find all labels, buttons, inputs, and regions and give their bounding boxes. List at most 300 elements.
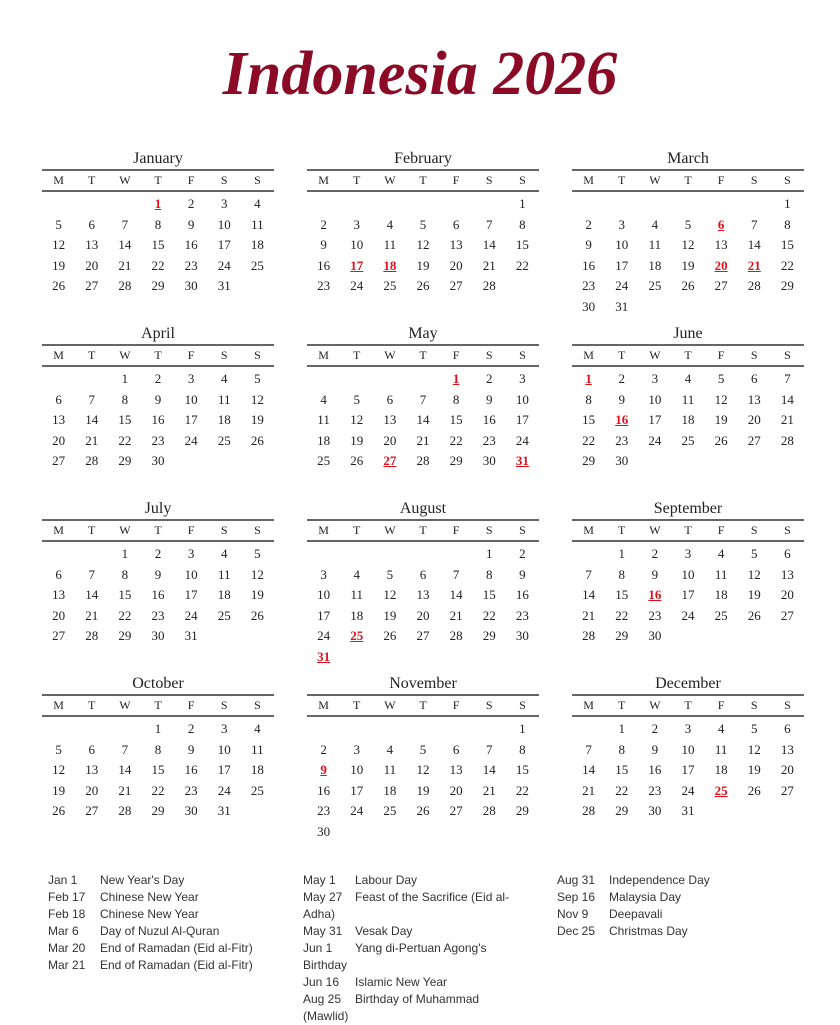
holiday-column xyxy=(557,872,787,940)
weekday-label: S xyxy=(254,698,261,712)
day: 9 xyxy=(187,216,195,232)
month-june xyxy=(572,324,804,472)
month-september xyxy=(572,499,804,647)
day: 11 xyxy=(714,741,728,757)
day: 30 xyxy=(184,803,198,818)
day: 29 xyxy=(515,803,529,818)
day: 1 xyxy=(519,721,526,736)
day: 30 xyxy=(648,803,662,818)
day: 23 xyxy=(648,607,662,623)
empty-cell xyxy=(42,544,75,565)
day: 12 xyxy=(52,762,66,777)
day: 13 xyxy=(449,762,463,777)
empty-cell xyxy=(440,194,473,215)
day: 26 xyxy=(747,607,761,623)
day: 14 xyxy=(747,237,761,252)
day: 8 xyxy=(618,741,625,757)
empty-cell xyxy=(572,544,605,565)
day: 2 xyxy=(585,216,592,232)
holiday-day: 25 xyxy=(714,782,728,798)
holiday-day: 25 xyxy=(350,628,364,643)
day: 19 xyxy=(747,762,761,777)
day: 16 xyxy=(482,412,496,427)
day: 2 xyxy=(187,196,195,211)
holiday-day: 27 xyxy=(383,453,397,468)
day: 3 xyxy=(221,196,228,211)
weekday-label: T xyxy=(88,348,96,362)
day: 10 xyxy=(317,587,331,602)
day: 6 xyxy=(55,566,62,582)
day: 25 xyxy=(217,607,231,623)
day: 14 xyxy=(416,412,430,427)
day: 21 xyxy=(449,607,463,623)
day: 13 xyxy=(52,587,66,602)
day: 9 xyxy=(320,237,327,252)
day: 6 xyxy=(784,721,791,736)
holiday-date: Aug 31 xyxy=(557,873,596,887)
day-grid xyxy=(42,194,274,297)
day: 13 xyxy=(780,566,794,582)
empty-cell xyxy=(373,194,406,215)
day: 15 xyxy=(449,412,463,427)
day: 10 xyxy=(648,391,662,407)
weekday-label: T xyxy=(88,523,96,537)
day: 29 xyxy=(615,803,629,818)
day: 20 xyxy=(747,412,761,427)
day: 26 xyxy=(52,278,66,293)
day: 21 xyxy=(85,607,99,623)
day: 20 xyxy=(449,782,463,798)
weekday-label: M xyxy=(583,173,594,187)
weekday-label: M xyxy=(318,348,329,362)
day: 31 xyxy=(615,298,629,314)
day: 16 xyxy=(648,762,662,777)
day: 12 xyxy=(416,762,430,777)
day: 20 xyxy=(383,432,397,448)
month-may xyxy=(307,324,539,472)
day: 2 xyxy=(651,721,659,736)
holiday-day: 31 xyxy=(515,453,529,468)
day: 29 xyxy=(118,453,132,468)
day: 7 xyxy=(121,216,129,232)
day: 26 xyxy=(350,453,364,468)
weekday-label: F xyxy=(187,348,195,362)
day: 5 xyxy=(419,741,427,757)
weekday-label: T xyxy=(353,173,361,187)
day: 15 xyxy=(515,762,529,777)
empty-cell xyxy=(638,194,671,215)
weekday-label: M xyxy=(318,698,329,712)
day-grid xyxy=(572,544,804,647)
weekday-label: S xyxy=(784,173,791,187)
month-name: February xyxy=(394,150,452,167)
empty-cell xyxy=(307,544,340,565)
empty-cell xyxy=(42,719,75,740)
weekday-label: S xyxy=(750,698,758,712)
day: 22 xyxy=(482,607,496,623)
day-grid xyxy=(42,369,274,472)
weekday-label: F xyxy=(452,523,460,537)
day: 14 xyxy=(118,237,132,252)
day: 13 xyxy=(416,587,430,602)
holiday-day: 31 xyxy=(317,648,331,664)
day: 5 xyxy=(684,216,692,232)
weekday-header xyxy=(307,344,539,367)
month-name: December xyxy=(655,675,721,692)
weekday-header xyxy=(572,694,804,717)
month-august xyxy=(307,499,539,667)
day: 28 xyxy=(118,278,132,293)
empty-cell xyxy=(406,369,439,390)
day: 15 xyxy=(582,412,596,427)
day: 23 xyxy=(184,782,198,798)
holiday-name: Labour Day xyxy=(355,873,418,887)
day: 8 xyxy=(121,566,129,582)
day: 7 xyxy=(751,216,758,232)
weekday-label: F xyxy=(717,698,725,712)
empty-cell xyxy=(373,544,406,565)
day: 23 xyxy=(151,432,165,448)
day: 2 xyxy=(618,371,625,386)
day: 25 xyxy=(250,257,264,273)
day: 26 xyxy=(681,278,695,293)
weekday-label: T xyxy=(154,173,162,187)
day: 22 xyxy=(151,782,165,798)
holiday-name: Day of Nuzul Al-Quran xyxy=(100,924,220,938)
weekday-label: W xyxy=(649,173,661,187)
day: 23 xyxy=(317,803,331,818)
day: 3 xyxy=(353,741,360,757)
day: 9 xyxy=(585,237,592,252)
weekday-label: S xyxy=(519,523,526,537)
day: 8 xyxy=(154,216,162,232)
month-october xyxy=(42,674,274,822)
day: 19 xyxy=(350,432,364,448)
day: 23 xyxy=(317,278,331,293)
weekday-label: T xyxy=(618,173,626,187)
empty-cell xyxy=(340,369,373,390)
holiday-name: Chinese New Year xyxy=(100,890,199,904)
holiday-name: Feast of the Sacrifice (Eid al-Adha) xyxy=(303,890,510,921)
holiday-date: Nov 9 xyxy=(557,907,589,921)
holiday-day: 9 xyxy=(320,762,327,777)
day: 1 xyxy=(121,546,129,561)
day: 4 xyxy=(717,721,725,736)
day: 24 xyxy=(615,278,629,293)
empty-cell xyxy=(75,369,108,390)
weekday-label: W xyxy=(119,173,131,187)
empty-cell xyxy=(406,544,439,565)
day: 24 xyxy=(515,432,529,448)
day: 12 xyxy=(747,566,761,582)
day: 5 xyxy=(55,741,62,757)
weekday-label: T xyxy=(419,698,427,712)
holiday-name: End of Ramadan (Eid al-Fitr) xyxy=(100,958,253,972)
empty-cell xyxy=(75,719,108,740)
day: 7 xyxy=(419,391,427,407)
day: 21 xyxy=(780,412,794,427)
day: 2 xyxy=(651,546,659,561)
day: 3 xyxy=(684,546,692,561)
holiday-item xyxy=(303,923,523,940)
day: 3 xyxy=(353,216,360,232)
day: 6 xyxy=(88,741,95,757)
day: 30 xyxy=(151,453,165,468)
empty-cell xyxy=(340,544,373,565)
day: 22 xyxy=(615,782,629,798)
day: 9 xyxy=(519,566,526,582)
weekday-label: M xyxy=(53,698,64,712)
day: 24 xyxy=(681,607,695,623)
weekday-label: T xyxy=(618,348,626,362)
day: 19 xyxy=(747,587,761,602)
holiday-day: 18 xyxy=(383,257,397,273)
day: 22 xyxy=(449,432,463,448)
day: 4 xyxy=(386,216,394,232)
day: 17 xyxy=(184,587,198,602)
day: 28 xyxy=(482,803,496,818)
holiday-item xyxy=(303,872,523,889)
day: 18 xyxy=(383,782,397,798)
empty-cell xyxy=(705,194,738,215)
day: 24 xyxy=(184,607,198,623)
weekday-label: S xyxy=(254,523,261,537)
day: 14 xyxy=(449,587,463,602)
day: 15 xyxy=(482,587,496,602)
day: 22 xyxy=(118,432,132,448)
day: 13 xyxy=(85,237,99,252)
day: 27 xyxy=(449,278,463,293)
holiday-column xyxy=(303,872,523,1025)
day: 11 xyxy=(251,216,264,232)
day: 26 xyxy=(383,628,397,643)
holiday-item xyxy=(557,906,787,923)
day: 8 xyxy=(519,741,526,757)
holiday-day: 20 xyxy=(714,257,728,273)
day: 1 xyxy=(784,196,791,211)
holiday-day: 21 xyxy=(747,257,761,273)
day: 13 xyxy=(747,391,761,407)
weekday-label: W xyxy=(384,348,396,362)
day: 5 xyxy=(254,546,261,561)
day: 20 xyxy=(85,782,99,798)
weekday-label: T xyxy=(684,348,692,362)
day: 3 xyxy=(618,216,625,232)
weekday-header xyxy=(42,344,274,367)
month-april xyxy=(42,324,274,472)
weekday-header xyxy=(572,519,804,542)
day: 28 xyxy=(780,432,794,448)
day: 16 xyxy=(151,412,165,427)
day-grid xyxy=(572,719,804,822)
empty-cell xyxy=(473,719,506,740)
day: 15 xyxy=(780,237,794,252)
empty-cell xyxy=(75,544,108,565)
month-name: September xyxy=(653,500,723,517)
day: 16 xyxy=(317,782,331,798)
month-name: June xyxy=(673,325,703,342)
day: 10 xyxy=(681,566,695,582)
day: 4 xyxy=(320,391,327,407)
day: 10 xyxy=(681,741,695,757)
empty-cell xyxy=(108,194,141,215)
weekday-label: S xyxy=(750,523,758,537)
day: 17 xyxy=(217,762,231,777)
day: 18 xyxy=(714,762,728,777)
day: 12 xyxy=(747,741,761,757)
day: 9 xyxy=(651,741,659,757)
weekday-label: S xyxy=(519,348,526,362)
day: 27 xyxy=(85,803,99,818)
day: 8 xyxy=(452,391,460,407)
day: 2 xyxy=(187,721,195,736)
day: 6 xyxy=(88,216,95,232)
day: 27 xyxy=(714,278,728,293)
day: 10 xyxy=(184,566,198,582)
holiday-date: May 1 xyxy=(303,873,336,887)
weekday-label: T xyxy=(353,698,361,712)
day: 20 xyxy=(85,257,99,273)
day: 9 xyxy=(154,391,162,407)
day: 4 xyxy=(386,741,394,757)
day: 4 xyxy=(684,371,692,386)
month-name: October xyxy=(132,675,184,692)
day: 9 xyxy=(618,391,625,407)
month-name: April xyxy=(141,325,175,342)
weekday-label: S xyxy=(220,173,228,187)
day: 12 xyxy=(52,237,66,252)
holiday-name: Chinese New Year xyxy=(100,907,199,921)
day: 2 xyxy=(154,546,162,561)
weekday-label: F xyxy=(187,173,195,187)
day: 9 xyxy=(187,741,195,757)
day: 15 xyxy=(615,762,629,777)
day: 14 xyxy=(118,762,132,777)
day-grid xyxy=(307,369,539,472)
day: 2 xyxy=(486,371,493,386)
weekday-label: T xyxy=(618,523,626,537)
day: 15 xyxy=(151,762,165,777)
day: 1 xyxy=(618,546,625,561)
day: 7 xyxy=(486,216,493,232)
day: 6 xyxy=(452,741,460,757)
empty-cell xyxy=(406,194,439,215)
day: 24 xyxy=(217,782,231,798)
empty-cell xyxy=(406,719,439,740)
empty-cell xyxy=(307,194,340,215)
weekday-label: T xyxy=(88,698,96,712)
day: 19 xyxy=(681,257,695,273)
empty-cell xyxy=(473,194,506,215)
day: 11 xyxy=(218,566,231,582)
weekday-label: T xyxy=(88,173,96,187)
weekday-label: T xyxy=(154,348,162,362)
day: 14 xyxy=(482,762,496,777)
weekday-label: M xyxy=(583,348,594,362)
holiday-date: May 31 xyxy=(303,924,343,938)
weekday-header xyxy=(572,344,804,367)
day: 11 xyxy=(350,587,363,602)
day: 5 xyxy=(254,371,261,386)
day: 17 xyxy=(317,607,331,623)
weekday-label: W xyxy=(649,523,661,537)
day: 11 xyxy=(317,412,330,427)
weekday-label: F xyxy=(187,523,195,537)
weekday-label: W xyxy=(119,523,131,537)
weekday-label: S xyxy=(750,173,758,187)
day: 13 xyxy=(714,237,728,252)
weekday-label: S xyxy=(485,523,493,537)
day: 19 xyxy=(52,257,66,273)
day: 28 xyxy=(449,628,463,643)
day: 29 xyxy=(582,453,596,468)
holiday-date: Sep 16 xyxy=(557,890,596,904)
day: 10 xyxy=(184,391,198,407)
day: 7 xyxy=(486,741,493,757)
weekday-label: S xyxy=(254,348,261,362)
holiday-item xyxy=(303,991,523,1025)
holiday-date: Jan 1 xyxy=(48,873,78,887)
month-name: January xyxy=(133,150,183,167)
weekday-label: W xyxy=(384,173,396,187)
weekday-label: M xyxy=(318,523,329,537)
day: 31 xyxy=(681,803,695,818)
day: 8 xyxy=(784,216,791,232)
day: 25 xyxy=(714,607,728,623)
day: 5 xyxy=(717,371,725,386)
day: 27 xyxy=(449,803,463,818)
weekday-label: M xyxy=(583,698,594,712)
day: 17 xyxy=(184,412,198,427)
day: 13 xyxy=(780,741,794,757)
weekday-label: T xyxy=(684,523,692,537)
day: 7 xyxy=(452,566,460,582)
day: 23 xyxy=(615,432,629,448)
weekday-label: T xyxy=(419,523,427,537)
day: 4 xyxy=(221,546,228,561)
day: 30 xyxy=(582,298,596,314)
weekday-label: F xyxy=(452,698,460,712)
weekday-header xyxy=(307,519,539,542)
day-grid xyxy=(572,369,804,472)
day: 8 xyxy=(486,566,493,582)
empty-cell xyxy=(108,719,141,740)
day: 11 xyxy=(383,237,397,252)
day: 3 xyxy=(684,721,692,736)
weekday-label: S xyxy=(220,523,228,537)
weekday-label: F xyxy=(717,173,725,187)
day: 19 xyxy=(250,412,264,427)
holiday-day: 16 xyxy=(615,412,629,427)
day: 2 xyxy=(320,741,327,757)
day: 25 xyxy=(250,782,264,798)
day: 27 xyxy=(52,453,66,468)
day: 9 xyxy=(154,566,162,582)
month-january xyxy=(42,149,274,297)
weekday-label: W xyxy=(119,698,131,712)
day-grid xyxy=(307,194,539,297)
day: 5 xyxy=(386,566,394,582)
day: 19 xyxy=(416,257,430,273)
holiday-date: May 27 xyxy=(303,890,343,904)
day: 22 xyxy=(582,432,596,448)
holiday-name: Vesak Day xyxy=(355,924,413,938)
day: 9 xyxy=(651,566,659,582)
day: 6 xyxy=(784,546,791,561)
empty-cell xyxy=(572,194,605,215)
day: 14 xyxy=(85,587,99,602)
empty-cell xyxy=(307,719,340,740)
